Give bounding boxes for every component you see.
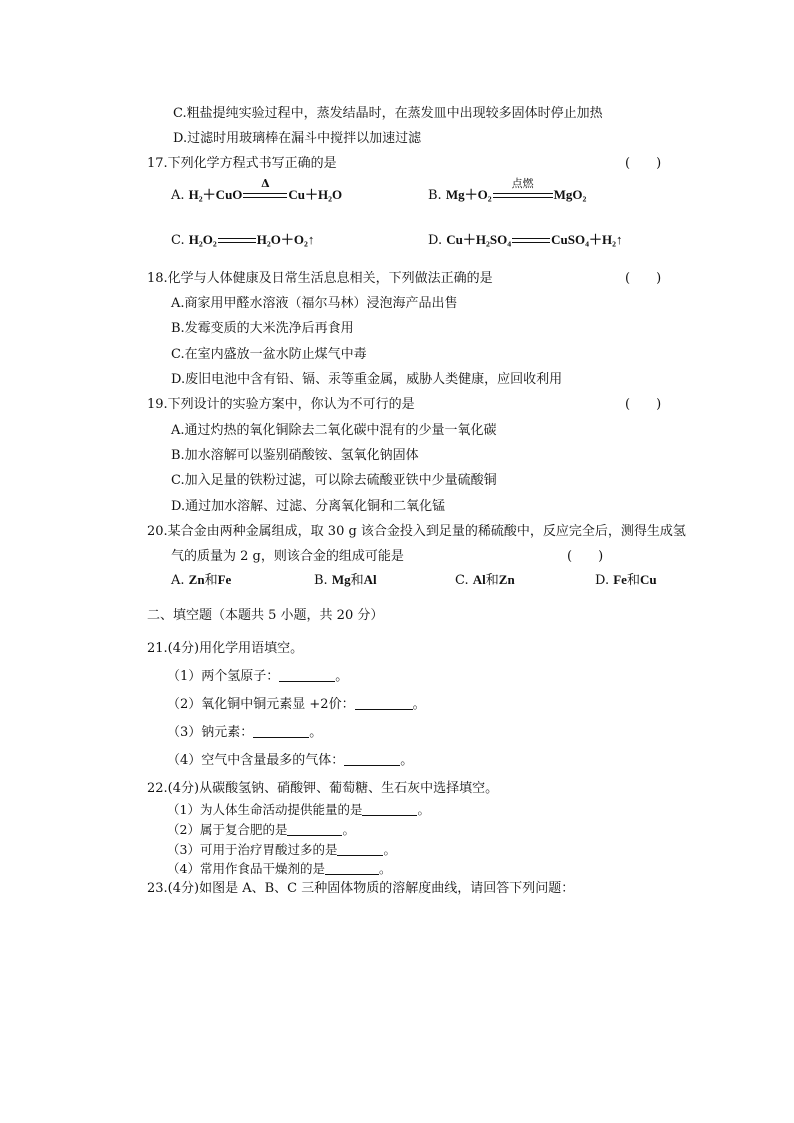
q19-option-b: B.加水溶解可以鉴别硝酸铵、氢氧化钠固体 [171,448,419,463]
q18-option-a: A.商家用甲醛水溶液（福尔马林）浸泡海产品出售 [171,296,458,311]
q16-option-c: C.粗盐提纯实验过程中，蒸发结晶时，在蒸发皿中出现较多固体时停止加热 [173,106,603,121]
option-label: B. [314,573,328,588]
metal-2: Al [363,572,377,587]
equation-lhs: H₂O₂ [188,232,217,247]
and-word: 和 [204,573,218,588]
answer-blank[interactable] [355,697,413,710]
equation-rhs: MgO₂ [553,187,587,202]
q20-option-b [314,572,377,589]
q20-option-c [455,572,515,589]
heat-condition: Δ [261,176,270,190]
q20-stem-line1: 20.某合金由两种金属组成，取 30 g 该合金投入到足量的稀硫酸中，反应完全后，测得生成氢 [147,524,686,539]
item-text: （2）氧化铜中铜元素显 +2价： [167,697,355,712]
answer-blank[interactable] [337,843,383,856]
metal-2: Zn [498,572,515,587]
equation-lhs: Mg＋O₂ [445,187,492,202]
option-label: A. [171,573,185,588]
q21-item-1 [167,669,348,685]
q22-item-3 [167,842,396,858]
equation-rhs: H₂O＋O₂↑ [256,232,315,247]
q18-option-b: B.发霉变质的大米洗净后再食用 [171,321,354,336]
metal-2: Fe [217,572,232,587]
answer-blank[interactable] [362,803,417,816]
q18-answer-paren: ( ) [625,271,662,286]
metal-1: Fe [613,572,627,587]
item-text: （3）可用于治疗胃酸过多的是 [167,842,338,857]
equation-lhs: H₂＋CuO [188,187,243,202]
and-word: 和 [626,573,640,588]
metal-1: Zn [188,572,205,587]
item-end: 。 [342,822,355,837]
option-label: D. [428,233,443,248]
q17-answer-paren: ( ) [625,156,662,171]
item-text: （3）钠元素： [167,725,254,740]
q21-item-4 [167,753,413,769]
answer-blank[interactable] [344,753,400,766]
q20-option-a [171,572,231,589]
q17-option-c [171,232,314,249]
item-text: （4）常用作食品干燥剂的是 [167,861,325,876]
q18-option-d: D.废旧电池中含有铅、镉、汞等重金属，威胁人类健康，应回收利用 [171,372,563,387]
q22-stem: 22.(4分)从碳酸氢钠、硝酸钾、葡萄糖、生石灰中选择填空。 [147,781,499,796]
q18-stem: 18.化学与人体健康及日常生活息息相关，下列做法正确的是 [147,271,493,286]
metal-1: Mg [331,572,351,587]
item-end: 。 [335,669,349,684]
q19-option-a: A.通过灼热的氧化铜除去二氧化碳中混有的少量一氧化碳 [171,423,497,438]
q17-option-a [171,176,343,204]
q17-option-b [428,176,587,204]
q17-option-d [428,232,622,249]
q19-stem: 19.下列设计的实验方案中，你认为不可行的是 [147,397,415,412]
q22-item-2 [167,822,355,838]
reaction-equals-sign [512,236,550,246]
item-text: （1）为人体生命活动提供能量的是 [167,802,363,817]
q23-stem: 23.(4分)如图是 A、B、C 三种固体物质的溶解度曲线，请回答下列问题： [147,881,575,896]
item-end: 。 [412,697,426,712]
q22-item-4 [167,861,391,877]
option-label: C. [171,233,185,248]
reaction-equals-sign [218,236,256,246]
q19-answer-paren: ( ) [625,397,662,412]
answer-blank[interactable] [279,669,335,682]
and-word: 和 [485,573,499,588]
answer-blank[interactable] [325,862,379,875]
option-label: B. [428,188,442,203]
option-label: D. [595,573,610,588]
q16-option-d: D.过滤时用玻璃棒在漏斗中搅拌以加速过滤 [173,131,422,146]
item-end: 。 [378,861,392,876]
q20-option-d [595,572,657,589]
q21-stem: 21.(4分)用化学用语填空。 [147,641,304,656]
q19-option-c: C.加入足量的铁粉过滤，可以除去硫酸亚铁中少量硫酸铜 [171,473,497,488]
q17-stem: 17.下列化学方程式书写正确的是 [147,156,337,171]
item-text: （1）两个氢原子： [167,669,280,684]
metal-1: Al [472,572,486,587]
option-label: A. [171,188,185,203]
reaction-equals-sign [493,176,553,201]
option-label: C. [455,573,469,588]
equation-lhs: Cu＋H₂SO₄ [446,232,512,247]
q20-answer-paren: ( ) [567,549,604,564]
reaction-equals-sign [243,176,287,201]
answer-blank[interactable] [253,725,309,738]
q21-item-2 [167,697,426,713]
q21-item-3 [167,725,322,741]
item-end: 。 [309,725,323,740]
q20-stem-line2: 气的质量为 2 g，则该合金的组成可能是 [171,549,404,564]
item-end: 。 [383,842,396,857]
item-text: （4）空气中含量最多的气体： [167,753,345,768]
metal-2: Cu [639,572,657,587]
item-end: 。 [400,753,414,768]
equation-rhs: CuSO₄＋H₂↑ [551,232,623,247]
q18-option-c: C.在室内盛放一盆水防止煤气中毒 [171,347,367,362]
section-heading-fill-in: 二、填空题（本题共 5 小题，共 20 分） [147,608,384,623]
q19-option-d: D.通过加水溶解、过滤、分离氧化铜和二氧化锰 [171,499,446,514]
ignition-condition: 点燃 [511,176,534,190]
equation-rhs: Cu＋H₂O [288,187,343,202]
and-word: 和 [350,573,364,588]
item-text: （2）属于复合肥的是 [167,822,288,837]
q22-item-1 [167,802,430,818]
item-end: 。 [417,802,430,817]
answer-blank[interactable] [287,823,342,836]
